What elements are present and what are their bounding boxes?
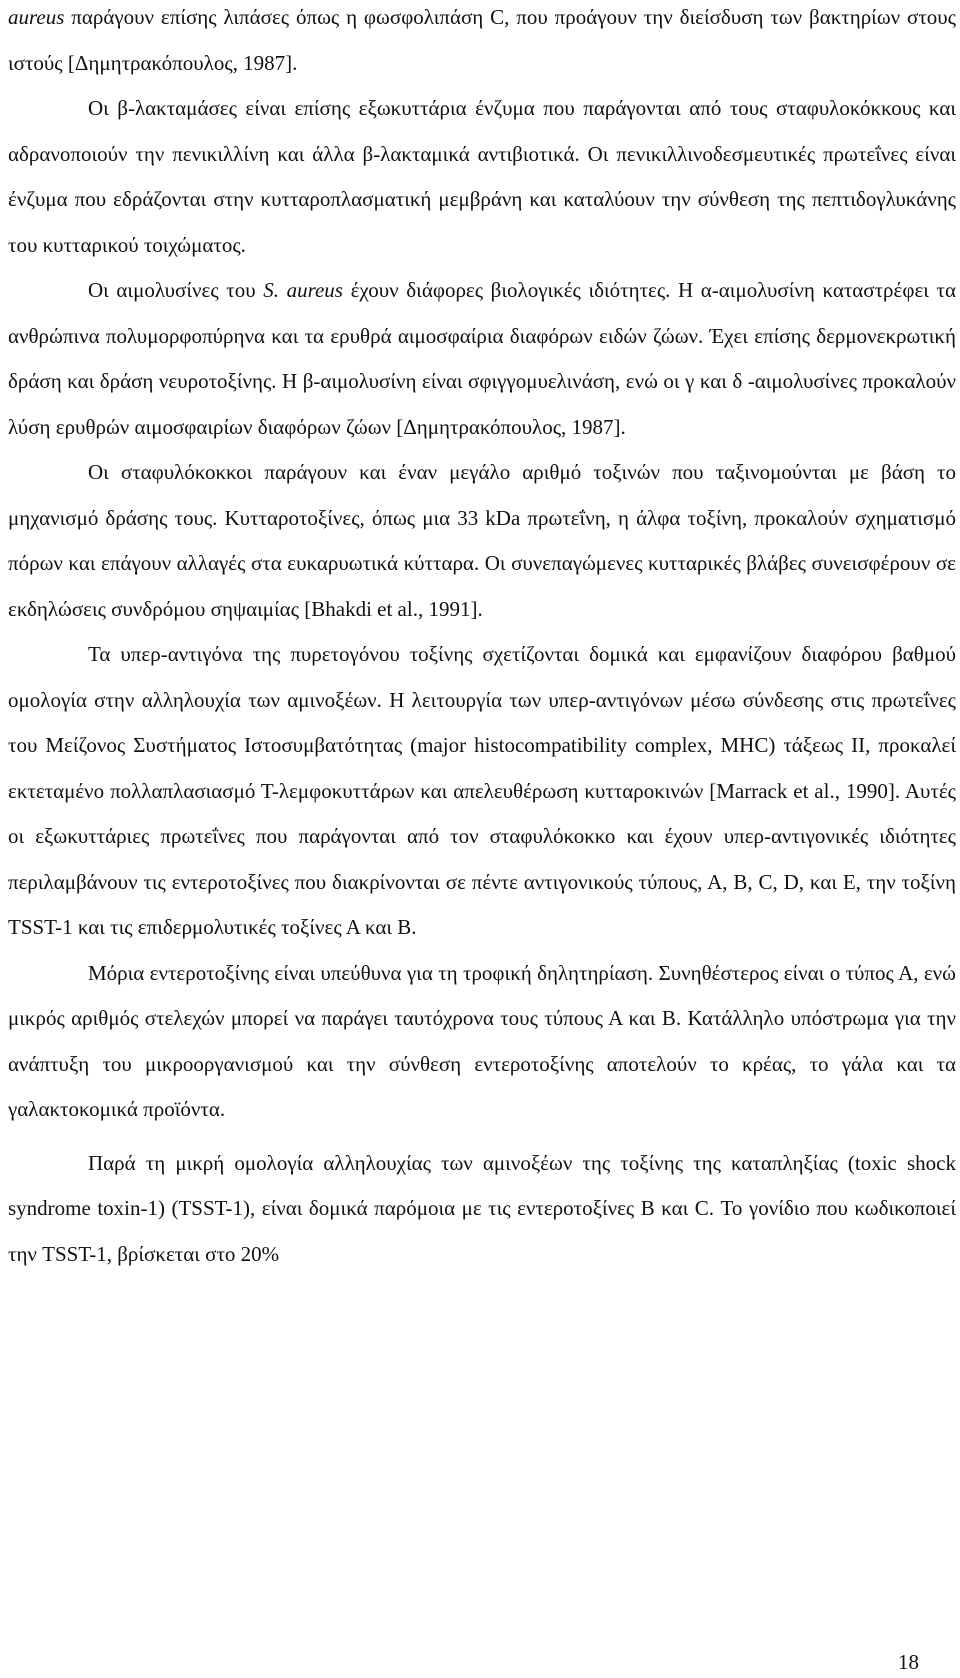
text-run: Οι β-λακταμάσες είναι επίσης εξωκυττάρια ένζυμα που παράγονται από τους σταφυλοκόκκους και αδρανοποιούν την πενικιλλίνη και άλλα β-λακταμικά αντιβιοτικά. Οι πενικιλλινοδεσμευτικές πρωτεΐνες είναι ένζυμα που εδράζονται στην κυτταροπλασματική μεμβράνη και καταλύουν την σύνθεση της πεπτιδογλυκάνης του κυτταρικού τοιχώματος. (8, 96, 956, 257)
page-number: 18 (898, 1650, 919, 1674)
paragraph-p1 (8, 0, 956, 86)
italic-term: aureus (8, 5, 65, 29)
italic-term: S. aureus (263, 278, 343, 302)
text-run: παράγουν επίσης λιπάσες όπως η φωσφολιπάση C, που προάγουν την διείσδυση των βακτηρίων στους ιστούς [Δημητρακόπουλος, 1987]. (8, 5, 956, 75)
paragraph-p2 (8, 86, 956, 268)
text-run: Τα υπερ-αντιγόνα της πυρετογόνου τοξίνης σχετίζονται δομικά και εμφανίζουν διαφόρου βαθμού ομολογία στην αλληλουχία των αμινοξέων. Η λειτουργία των υπερ-αντιγόνων μέσω σύνδεσης στις πρωτεΐνες του Μείζονος Συστήματος Ιστοσυμβατότητας (major histocompatibility complex, MHC) τάξεως ΙΙ, προκαλεί εκτεταμένο πολλαπλασιασμό Τ-λεμφοκυττάρων και απελευθέρωση κυτταροκινών [Marrack et al., 1990]. Αυτές οι εξωκυττάριες πρωτεΐνες που παράγονται από τον σταφυλόκοκκο και έχουν υπερ-αντιγονικές ιδιότητες περιλαμβάνουν τις εντεροτοξίνες που διακρίνονται σε πέντε αντιγονικούς τύπους, Α, Β, C, D, και Ε, την τοξίνη TSST-1 και τις επιδερμολυτικές τοξίνες Α και Β. (8, 642, 956, 939)
text-run: Οι σταφυλόκοκκοι παράγουν και έναν μεγάλο αριθμό τοξινών που ταξινομούνται με βάση το μηχανισμό δράσης τους. Κυτταροτοξίνες, όπως μια 33 kDa πρωτεΐνη, η άλφα τοξίνη, προκαλούν σχηματισμό πόρων και επάγουν αλλαγές στα ευκαρυωτικά κύτταρα. Οι συνεπαγώμενες κυτταρικές βλάβες συνεισφέρουν σε εκδηλώσεις συνδρόμου σηψαιμίας [Bhakdi et al., 1991]. (8, 460, 956, 621)
body-text (8, 0, 956, 1277)
paragraph-p7 (8, 1141, 956, 1278)
paragraph-p3 (8, 268, 956, 450)
paragraph-p4 (8, 450, 956, 632)
paragraph-p5 (8, 632, 956, 951)
text-run: Παρά τη μικρή ομολογία αλληλουχίας των αμινοξέων της τοξίνης της καταπληξίας (toxic shock syndrome toxin-1) (TSST-1), είναι δομικά παρόμοια με τις εντεροτοξίνες Β και C. Το γονίδιο που κωδικοποιεί την TSST-1, βρίσκεται στο 20% (8, 1150, 956, 1266)
paragraph-p6 (8, 951, 956, 1133)
text-run: Οι αιμολυσίνες του (88, 278, 264, 302)
text-run: Μόρια εντεροτοξίνης είναι υπεύθυνα για τη τροφική δηλητηρίαση. Συνηθέστερος είναι ο τύπος Α, ενώ μικρός αριθμός στελεχών μπορεί να παράγει ταυτόχρονα τους τύπους Α και Β. Κατάλληλο υπόστρωμα για την ανάπτυξη του μικροοργανισμού και την σύνθεση εντεροτοξίνης αποτελούν το κρέας, το γάλα και τα γαλακτοκομικά προϊόντα. (8, 960, 956, 1121)
text-run: έχουν διάφορες βιολογικές ιδιότητες. Η α-αιμολυσίνη καταστρέφει τα ανθρώπινα πολυμορφοπύρηνα και τα ερυθρά αιμοσφαίρια διαφόρων ειδών ζώων. Έχει επίσης δερμονεκρωτική δράση και δράση νευροτοξίνης. Η β-αιμολυσίνη είναι σφιγγομυελινάση, ενώ οι γ και δ -αιμολυσίνες προκαλούν λύση ερυθρών αιμοσφαιρίων διαφόρων ζώων [Δημητρακόπουλος, 1987]. (8, 278, 957, 439)
